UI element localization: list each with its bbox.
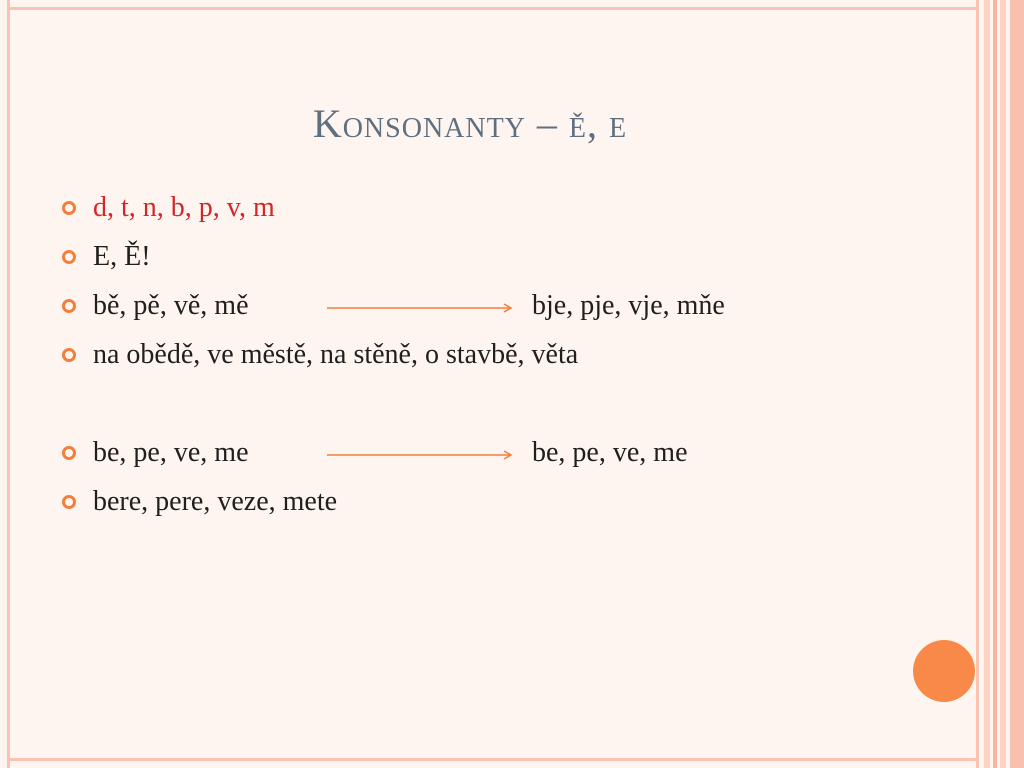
bullet-item [62,482,942,531]
bullet-text-right: be, pe, ve, me [532,437,688,468]
decorative-stripe [1000,0,1006,768]
bullet-text-left: bě, pě, vě, mě [93,290,249,321]
bullet-text: d, t, n, b, p, v, m [93,192,275,223]
hollow-circle-bullet-icon [62,446,76,460]
hollow-circle-bullet-icon [62,201,76,215]
bullet-item [62,286,942,335]
bullet-item [62,433,942,482]
hollow-circle-bullet-icon [62,348,76,362]
right-arrow-icon [327,303,513,313]
frame-line-bottom [7,758,979,761]
right-arrow-icon [327,450,513,460]
bullet-text-right: bje, pje, vje, mňe [532,290,725,321]
hollow-circle-bullet-icon [62,250,76,264]
decorative-circle [913,640,975,702]
decorative-stripe [984,0,990,768]
bullet-item [62,237,942,286]
bullet-text-left: be, pe, ve, me [93,437,249,468]
bullet-item [62,188,942,237]
frame-line-top [7,7,979,10]
frame-line-right [976,0,979,768]
bullet-text: E, Ě! [93,241,151,272]
bullet-text: bere, pere, veze, mete [93,486,338,517]
decorative-stripe [1010,0,1024,768]
bullet-list [62,188,942,531]
hollow-circle-bullet-icon [62,495,76,509]
hollow-circle-bullet-icon [62,299,76,313]
bullet-text: na obědě, ve městě, na stěně, o stavbě, věta [93,339,579,370]
slide-title: Konsonanty – ě, e [312,101,628,146]
decorative-stripe [993,0,997,768]
bullet-item [62,335,942,384]
